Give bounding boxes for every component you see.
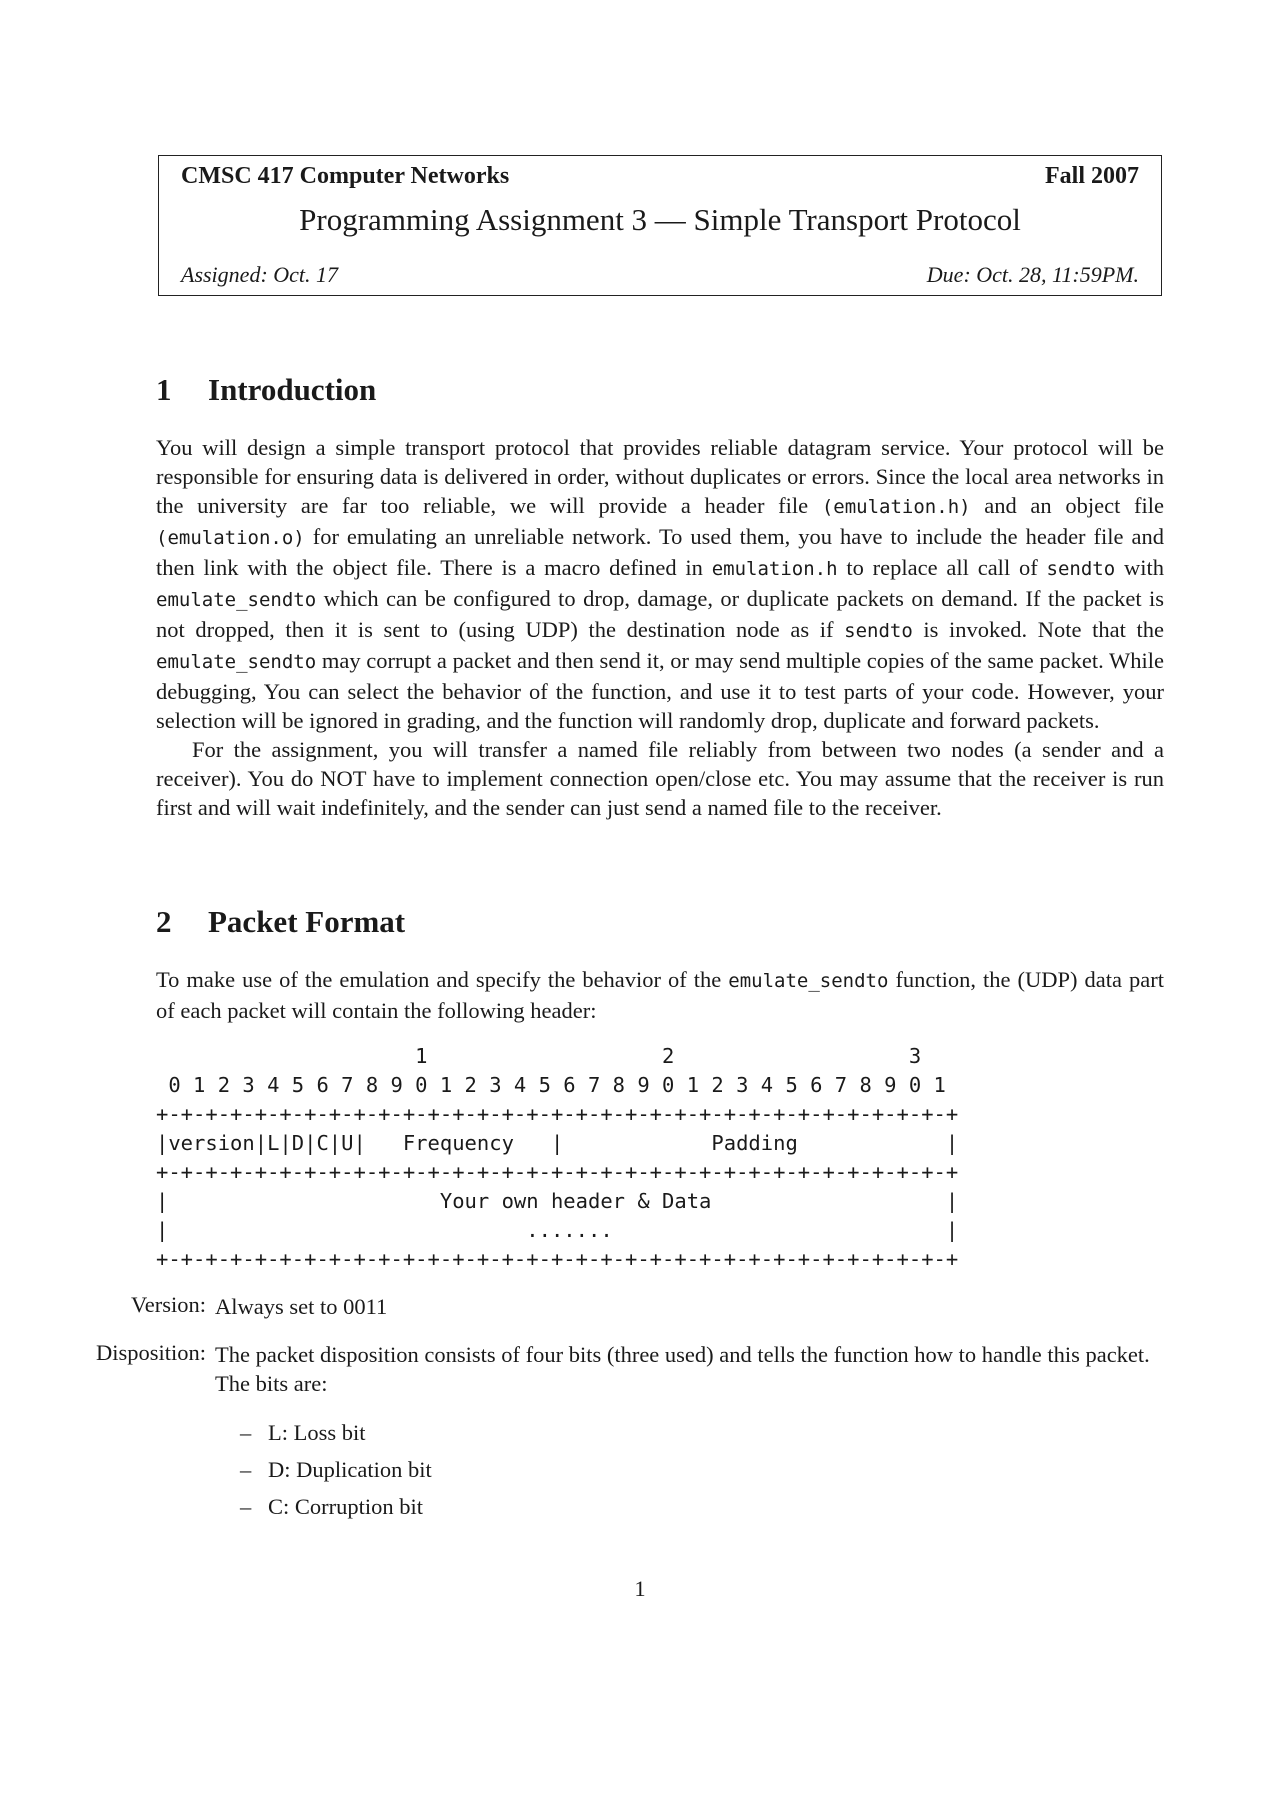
- paragraph: To make use of the emulation and specify the behavior of the emulate_sendto function, the (UDP) data part of each packet will contain the following header:: [156, 967, 1164, 1023]
- assignment-title: Programming Assignment 3 — Simple Transport Protocol: [299, 202, 1021, 237]
- disposition-term: Disposition:: [95, 1340, 206, 1365]
- paragraph: For the assignment, you will transfer a named file reliably from between two nodes (a sender and a receiver). You do NOT have to implement connection open/close etc. You may assume that the receiver is run first and will wait indefinitely, and the sender can just send a named file to the receiver.: [156, 737, 1164, 820]
- list-item: – D: Duplication bit: [240, 1457, 432, 1482]
- disposition-bit-list: [240, 1418, 432, 1529]
- packet-format-intro: [156, 965, 1164, 1025]
- due-date: Due: Oct. 28, 11:59PM.: [926, 262, 1139, 287]
- section-number: 1: [156, 372, 172, 407]
- version-term: Version:: [131, 1292, 206, 1317]
- section-heading-introduction: [156, 372, 376, 408]
- section-title: Introduction: [208, 372, 377, 407]
- disposition-definition: The packet disposition consists of four bits (three used) and tells the function how to handle this packet. The bits are:: [215, 1342, 1150, 1396]
- packet-header-diagram: 1 2 3 0 1 2 3 4 5 6 7 8 9 0 1 2 3 4 5 6 7 8 9 0 1 2 3 4 5 6 7 8 9 0 1 +-+-+-+-+-+-+-+-+-+-+-+-+-+-+-+-+-+-+-+-+-+-+-+-+-+-+-+-+-+-+-+-+ |version|L|D|C|U| Frequency | Padding | +-+-+-+-+-+-+-+-+-+-+-+-+-+-+-+-+-+-+-+-+-+-+-+-+-+-+-+-+-+-+-+-+ | Your own header & Data | | ....... | +-+-+-+-+-+-+-+-+-+-+-+-+-+-+-+-+-+-+-+-+-+-+-+-+-+-+-+-+-+-+-+-+: [156, 1044, 959, 1271]
- section-heading-packet-format: [156, 904, 405, 940]
- section-title: Packet Format: [208, 904, 406, 939]
- page-number: 1: [634, 1576, 646, 1601]
- course-name: CMSC 417 Computer Networks: [181, 163, 510, 189]
- list-item: – C: Corruption bit: [240, 1494, 424, 1519]
- introduction-body: [156, 433, 1164, 822]
- section-number: 2: [156, 904, 172, 939]
- paragraph: You will design a simple transport protocol that provides reliable datagram service. Your protocol will be responsible for ensuring data is delivered in order, without duplicates or errors. Since the local area networks in the university are far too reliable, we will provide a header file (emulation.h) and an object file (emulation.o) for emulating an unreliable network. To used them, you have to include the header file and then link with the object file. There is a macro defined in emulation.h to replace all call of sendto with emulate_sendto which can be configured to drop, damage, or duplicate packets on demand. If the packet is not dropped, then it is sent to (using UDP) the destination node as if sendto is invoked. Note that the emulate_sendto may corrupt a packet and then send it, or may send multiple copies of the same packet. While debugging, You can select the behavior of the function, and use it to test parts of your code. However, your selection will be ignored in grading, and the function will randomly drop, duplicate and forward packets.: [156, 435, 1164, 733]
- assignment-header-box: [158, 155, 1162, 296]
- term: Fall 2007: [1045, 163, 1139, 189]
- version-definition: Always set to 0011: [215, 1294, 388, 1319]
- assigned-date: Assigned: Oct. 17: [181, 262, 339, 287]
- list-item: – L: Loss bit: [240, 1420, 366, 1445]
